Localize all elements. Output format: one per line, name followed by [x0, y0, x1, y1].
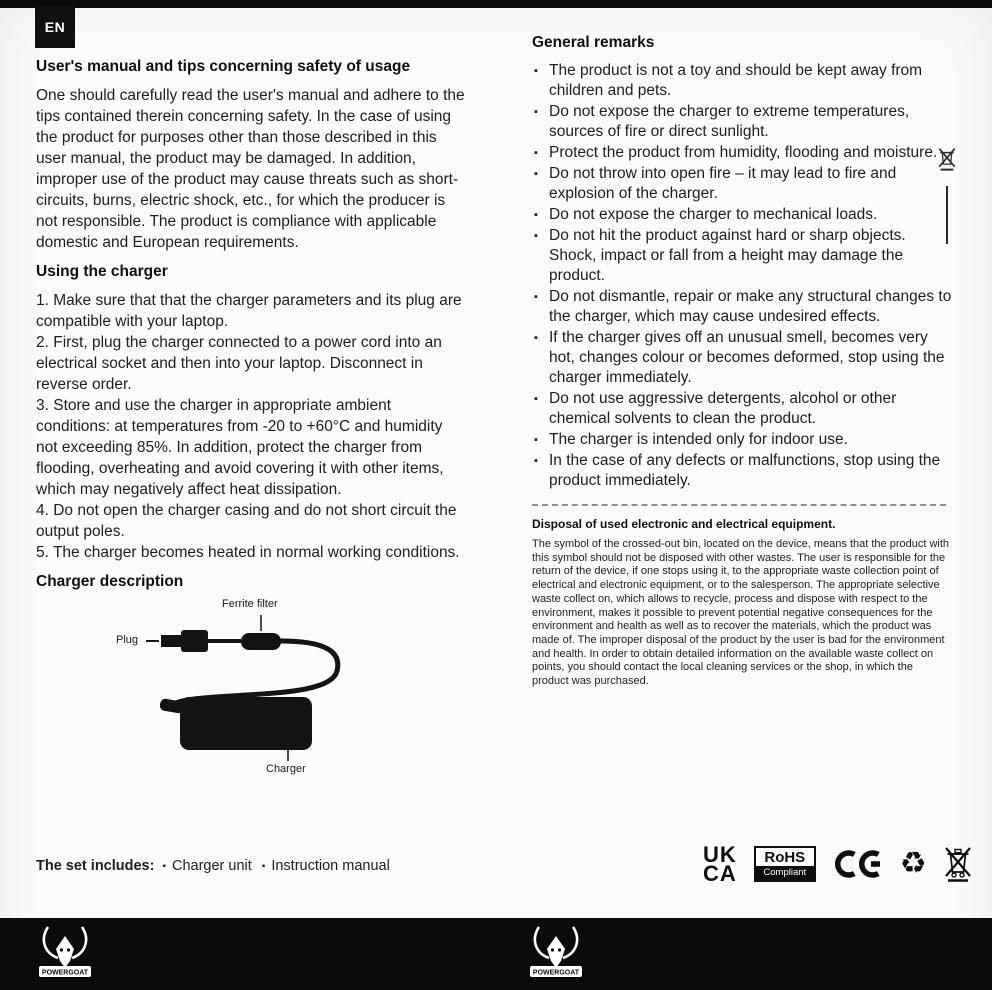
recycle-icon: ♻ — [899, 847, 927, 880]
set-includes-item: ▪ Instruction manual — [262, 858, 390, 874]
remark-item: ▪ Do not expose the charger to extreme temperatures, sources of fire or direct sunlight. — [532, 102, 954, 142]
remark-item: ▪ Do not use aggressive detergents, alcohol or other chemical solvents to clean the product. — [532, 389, 954, 429]
safety-body: One should carefully read the user's manual and adhere to the tips contained therein concerning safety. In the case of using the product for purposes other than those described in this user manual, the product may be damaged. In addition, improper use of the product may cause threats such as short-circuits, burns, electric shock, etc., for which the producer is not responsible. The product is compliance with applicable domestic and European requirements. — [36, 87, 465, 251]
using-heading: Using the charger — [36, 263, 168, 280]
ukca-mark: UK CA — [703, 842, 737, 886]
remark-item: ▪ Do not throw into open fire – it may lead to fire and explosion of the charger. — [532, 164, 954, 204]
powergoat-logo — [527, 923, 585, 983]
footer-band — [0, 918, 992, 990]
ce-mark-icon — [833, 849, 883, 879]
set-includes-label: The set includes: — [36, 858, 155, 874]
description-heading: Charger description — [36, 573, 184, 590]
disposal-body: The symbol of the crossed-out bin, located on the device, means that the product with this symbol should not be disposed with other wastes. The user is responsible for the return of the device, if one stops using it, to the appropriate waste collection point of electrical and electronic equipment, or to the salesperson. The appropriate selective waste collect on, which allows to recycle, process and dispose with respect to the environment, makes it possible to prevent potential negative consequences for the environment and health as well as to recover the materials, which the product was made of. The improper disposal of the product by the user is bad for the environment and health. In order to obtain detailed information on the available waste collect on points, you should contact the local cleaning services or the shop, in which the product was purchased. — [532, 538, 950, 688]
using-step: 1. Make sure that that the charger parameters and its plug are compatible with your laptop. — [36, 292, 462, 330]
using-step: 3. Store and use the charger in appropriate ambient conditions: at temperatures from -20 to +60°C and humidity not exceeding 85%. In addition, protect the charger from flooding, overheating and avoid covering it with other items, which may negatively affect heat dissipation. — [36, 397, 444, 498]
safety-heading: User's manual and tips concerning safety of usage — [36, 58, 411, 75]
margin-weee-bin-icon — [938, 146, 956, 172]
charger-label: Charger — [266, 763, 306, 775]
plug-shape — [161, 635, 181, 647]
remark-item: ▪ The product is not a toy and should be kept away from children and pets. — [532, 61, 954, 101]
using-step: 4. Do not open the charger casing and do not short circuit the output poles. — [36, 502, 457, 540]
remark-item: ▪ Protect the product from humidity, flooding and moisture. — [532, 143, 954, 163]
remarks-list — [532, 61, 954, 491]
ferrite-filter-label: Ferrite filter — [222, 598, 278, 610]
powergoat-logo-text: POWERGOAT — [41, 969, 89, 977]
section-divider — [532, 504, 946, 506]
remarks-heading: General remarks — [532, 34, 655, 51]
set-includes-line — [36, 858, 400, 874]
rohs-mark: RoHS Compliant — [754, 846, 816, 882]
using-step: 2. First, plug the charger connected to a power cord into an electrical socket and then into your laptop. Disconnect in reverse order. — [36, 334, 442, 393]
charger-diagram-art — [36, 597, 468, 783]
charger-diagram — [36, 597, 468, 783]
charger-brick-shape — [180, 697, 312, 750]
remark-item: ▪ The charger is intended only for indoor use. — [532, 430, 954, 450]
weee-crossed-bin-icon — [944, 845, 972, 883]
powergoat-logo-text: POWERGOAT — [532, 969, 580, 977]
powergoat-logo — [36, 923, 94, 983]
top-edge-strip — [0, 0, 992, 8]
language-badge — [35, 6, 75, 48]
ferrite-filter-shape — [241, 633, 281, 650]
using-step: 5. The charger becomes heated in normal working conditions. — [36, 544, 460, 561]
margin-edge-line — [946, 186, 948, 244]
remark-item: ▪ In the case of any defects or malfunctions, stop using the product immediately. — [532, 451, 954, 491]
remark-item: ▪ Do not dismantle, repair or make any structural changes to the charger, which may cause undesired effects. — [532, 287, 954, 327]
plug-label: Plug — [116, 634, 139, 646]
remark-item: ▪ If the charger gives off an unusual smell, becomes very hot, changes colour or becomes deformed, stop using the charger immediately. — [532, 328, 954, 388]
remark-item: ▪ Do not hit the product against hard or sharp objects. Shock, impact or fall from a height may damage the product. — [532, 226, 954, 286]
set-includes-item: ▪ Charger unit — [162, 858, 251, 874]
right-column — [532, 34, 954, 689]
remark-item: ▪ Do not expose the charger to mechanical loads. — [532, 205, 954, 225]
disposal-heading: Disposal of used electronic and electrical equipment. — [532, 517, 836, 531]
language-badge-label: EN — [44, 19, 66, 35]
compliance-marks — [703, 842, 972, 886]
left-column — [36, 58, 468, 783]
